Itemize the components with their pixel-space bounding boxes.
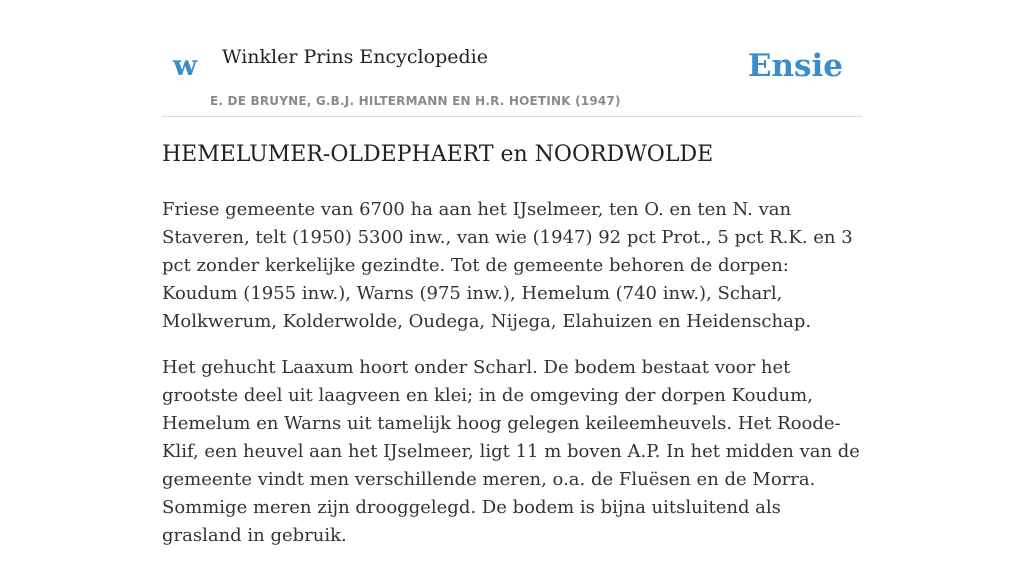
authors-line: E. DE BRUYNE, G.B.J. HILTERMANN EN H.R. HOETINK (1947) — [210, 94, 621, 108]
article-title: HEMELUMER-OLDEPHAERT en NOORDWOLDE — [162, 142, 714, 167]
site-header — [162, 38, 862, 117]
site-title: Winkler Prins Encyclopedie — [222, 46, 488, 68]
winkler-prins-logo-icon[interactable]: w — [173, 49, 198, 82]
ensie-brand-logo[interactable]: Ensie — [747, 48, 843, 84]
article-paragraph: Het gehucht Laaxum hoort onder Scharl. De bodem bestaat voor het grootste deel uit laagveen en klei; in de omgeving der dorpen Koudum, Hemelum en Warns uit tamelijk hoog gelegen keileemheuvels. Het Roode-Klif, een heuvel aan het IJselmeer, ligt 11 m boven A.P. In het midden van de gemeente vindt men verschillende meren, o.a. de Fluësen en de Morra. Sommige meren zijn drooggelegd. De bodem is bijna uitsluitend als grasland in gebruik. — [162, 357, 860, 546]
article-paragraph: Friese gemeente van 6700 ha aan het IJselmeer, ten O. en ten N. van Staveren, telt (1950) 5300 inw., van wie (1947) 92 pct Prot., 5 pct R.K. en 3 pct zonder kerkelijke gezindte. Tot de gemeente behoren de dorpen: Koudum (1955 inw.), Warns (975 inw.), Hemelum (740 inw.), Scharl, Molkwerum, Kolderwolde, Oudega, Nijega, Elahuizen en Heidenschap. — [162, 199, 853, 332]
article — [162, 138, 862, 568]
